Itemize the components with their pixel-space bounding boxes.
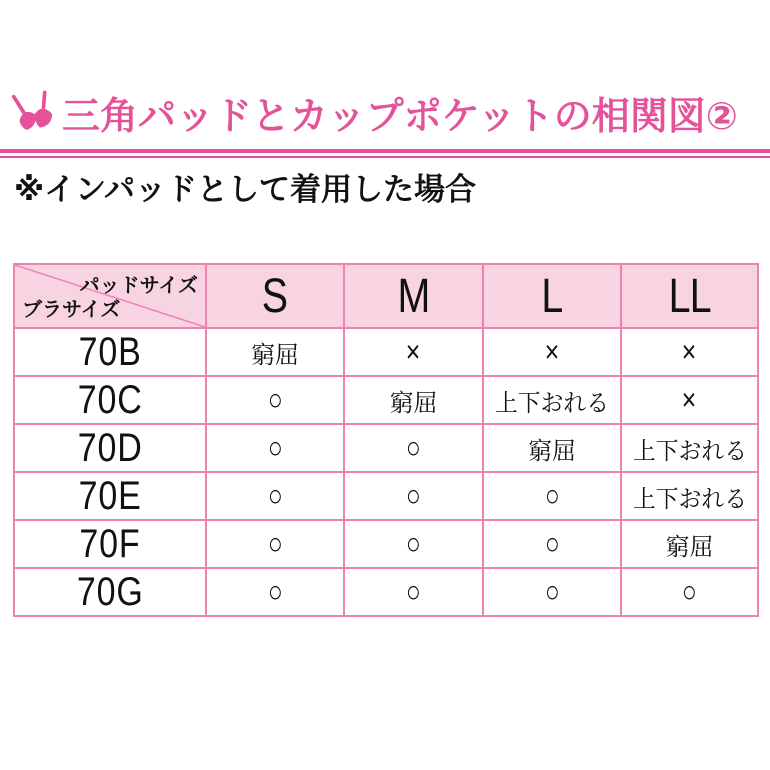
divider-thin-line xyxy=(0,156,770,158)
title-divider xyxy=(0,149,770,158)
result-value: ○ xyxy=(544,526,560,561)
result-value: ○ xyxy=(405,526,421,561)
result-value: ○ xyxy=(267,430,283,465)
table-row-70b xyxy=(14,328,758,376)
row-label-cell xyxy=(14,520,206,568)
result-cell xyxy=(483,376,621,424)
page-title: 三角パッドとカップポケットの相関図② xyxy=(62,95,738,138)
result-value: ○ xyxy=(267,478,283,513)
result-value: 上下おれる xyxy=(632,437,747,465)
table-row-70g xyxy=(14,568,758,616)
row-label: 70C xyxy=(77,377,143,422)
result-cell xyxy=(621,328,758,376)
table-row-70c xyxy=(14,376,758,424)
row-label: 70F xyxy=(79,521,141,566)
column-header-m xyxy=(344,264,483,328)
column-header-s xyxy=(206,264,344,328)
row-label-cell xyxy=(14,328,206,376)
result-cell xyxy=(621,568,758,616)
result-cell xyxy=(344,472,483,520)
corner-label-bra-size: ブラサイズ xyxy=(22,299,121,321)
result-value: 上下おれる xyxy=(632,485,747,513)
result-cell xyxy=(483,424,621,472)
corner-label-pad-size: パッドサイズ xyxy=(79,275,198,297)
column-header-l xyxy=(483,264,621,328)
corner-cell xyxy=(14,264,206,328)
result-value: 窮屈 xyxy=(528,437,576,465)
bra-icon xyxy=(10,88,61,142)
column-header-label: S xyxy=(262,269,288,323)
result-cell xyxy=(344,376,483,424)
row-label: 70G xyxy=(76,569,144,614)
table-row-70d xyxy=(14,424,758,472)
result-value: ○ xyxy=(405,430,421,465)
result-cell xyxy=(483,328,621,376)
result-cell xyxy=(206,424,344,472)
row-label: 70D xyxy=(77,425,143,470)
table-header-row xyxy=(14,264,758,328)
result-value: × xyxy=(682,334,697,369)
result-value: ○ xyxy=(681,574,697,609)
row-label: 70B xyxy=(78,329,142,374)
table-row-70f xyxy=(14,520,758,568)
result-value: ○ xyxy=(544,574,560,609)
row-label-cell xyxy=(14,472,206,520)
subtitle: ※インパッドとして着用した場合 xyxy=(14,172,476,207)
result-value: 窮屈 xyxy=(665,533,714,561)
column-header-label: L xyxy=(541,269,563,323)
column-header-ll xyxy=(621,264,758,328)
result-cell xyxy=(206,376,344,424)
result-value: × xyxy=(544,334,560,369)
result-value: ○ xyxy=(405,574,421,609)
table-row-70e xyxy=(14,472,758,520)
result-value: × xyxy=(682,382,697,417)
result-cell xyxy=(621,424,758,472)
result-cell xyxy=(344,520,483,568)
result-value: × xyxy=(406,334,421,369)
result-cell xyxy=(621,376,758,424)
result-cell xyxy=(621,520,758,568)
column-header-label: M xyxy=(397,269,430,323)
row-label-cell xyxy=(14,376,206,424)
result-value: 窮屈 xyxy=(389,389,438,417)
result-cell xyxy=(483,520,621,568)
result-cell xyxy=(206,568,344,616)
result-cell xyxy=(483,568,621,616)
result-cell xyxy=(344,568,483,616)
row-label-cell xyxy=(14,424,206,472)
result-value: 上下おれる xyxy=(495,389,609,417)
result-value: ○ xyxy=(267,574,283,609)
column-header-label: LL xyxy=(668,269,711,323)
result-value: ○ xyxy=(267,382,283,417)
result-cell xyxy=(206,328,344,376)
row-label-cell xyxy=(14,568,206,616)
result-value: ○ xyxy=(267,526,283,561)
page-title-row xyxy=(12,90,762,141)
result-value: ○ xyxy=(544,478,560,513)
result-cell xyxy=(483,472,621,520)
row-label: 70E xyxy=(78,473,142,518)
result-cell xyxy=(344,424,483,472)
result-value: ○ xyxy=(405,478,421,513)
result-cell xyxy=(621,472,758,520)
result-cell xyxy=(206,472,344,520)
result-cell xyxy=(206,520,344,568)
compatibility-table xyxy=(13,263,759,617)
result-cell xyxy=(344,328,483,376)
result-value: 窮屈 xyxy=(251,341,299,369)
